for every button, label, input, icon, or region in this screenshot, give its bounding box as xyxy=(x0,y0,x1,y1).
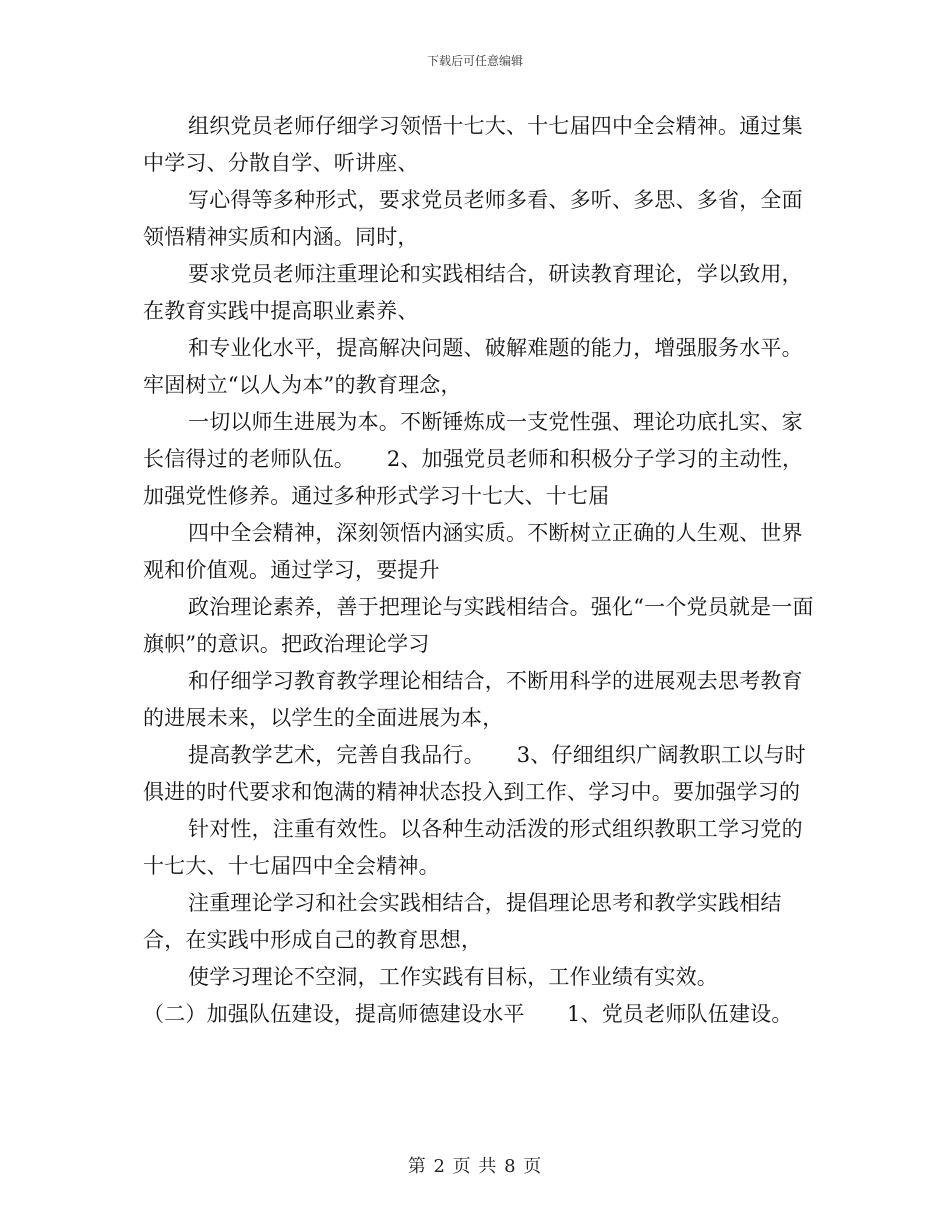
paragraph: 注重理论学习和社会实践相结合，提倡理论思考和教学实践相结合，在实践中形成自己的教育思想， xyxy=(143,891,782,952)
paragraph: 写心得等多种形式，要求党员老师多看、多听、多思、多省，全面领悟精神实质和内涵。同时， xyxy=(143,188,803,249)
paragraph: 和仔细学习教育教学理论相结合，不断用科学的进展观去思考教育的进展未来，以学生的全面进展为本， xyxy=(143,669,803,730)
paragraph: 和专业化水平，提高解决问题、破解难题的能力，增强服务水平。牢固树立“以人为本”的教育理念， xyxy=(143,336,803,397)
document-body xyxy=(143,108,815,1033)
section-heading-line: （二）加强队伍建设，提高师德建设水平 1、党员老师队伍建设。 xyxy=(143,1002,793,1026)
page-number: 第 2 页 共 8 页 xyxy=(407,1156,543,1177)
paragraph: 一切以师生进展为本。不断锤炼成一支党性强、理论功底扎实、家长信得过的老师队伍。 2、加强党员老师和积极分子学习的主动性，加强党性修养。通过多种形式学习十七大、十七届 xyxy=(143,410,804,508)
paragraph: 使学习理论不空洞，工作实践有目标，工作业绩有实效。 xyxy=(188,965,718,989)
paragraph: 提高教学艺术，完善自我品行。 3、仔细组织广阔教职工以与时俱进的时代要求和饱满的精神状态投入到工作、学习中。要加强学习的 xyxy=(143,743,806,804)
paragraph: 四中全会精神，深刻领悟内涵实质。不断树立正确的人生观、世界观和价值观。通过学习，要提升 xyxy=(143,521,803,582)
paragraph: 针对性，注重有效性。以各种生动活泼的形式组织教职工学习党的十七大、十七届四中全会精神。 xyxy=(143,817,803,878)
page-header-note: 下载后可任意编辑 xyxy=(426,54,523,68)
paragraph: 要求党员老师注重理论和实践相结合，研读教育理论，学以致用，在教育实践中提高职业素养、 xyxy=(143,262,803,323)
paragraph: 政治理论素养，善于把理论与实践相结合。强化“一个党员就是一面旗帜”的意识。把政治理论学习 xyxy=(143,595,814,656)
paragraph: 组织党员老师仔细学习领悟十七大、十七届四中全会精神。通过集中学习、分散自学、听讲座、 xyxy=(143,114,803,175)
